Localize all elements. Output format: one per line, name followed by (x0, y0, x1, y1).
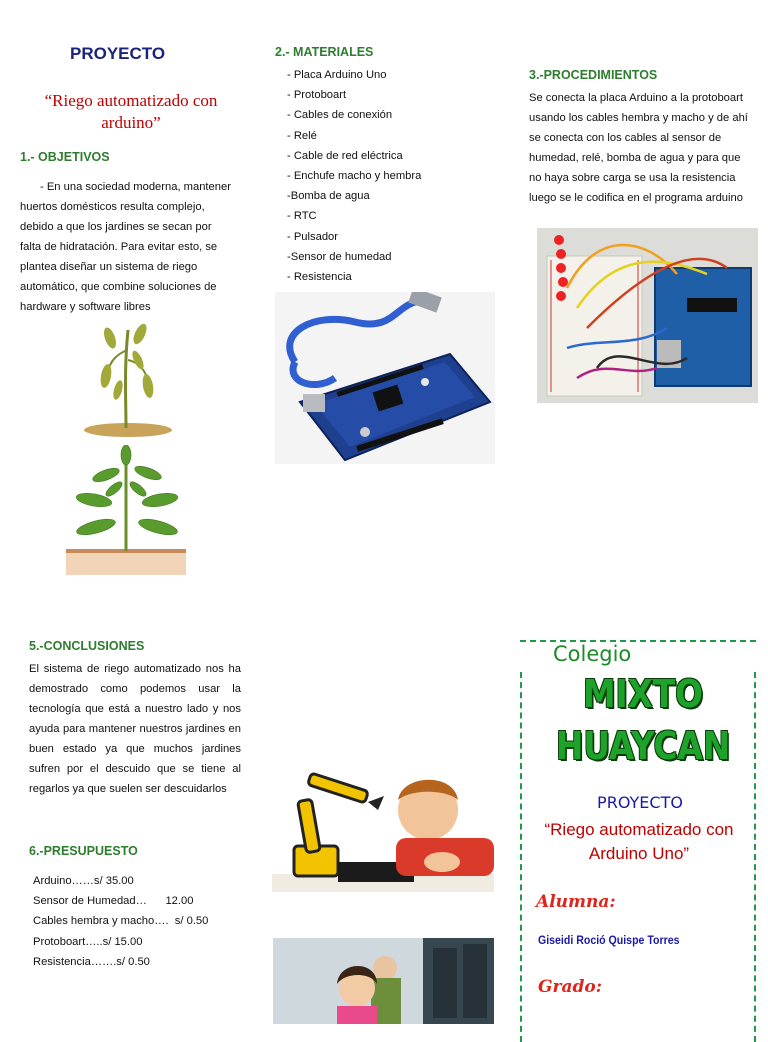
colegio-label: Colegio (553, 642, 632, 666)
materiales-list (287, 65, 487, 287)
list-item: - Placa Arduino Uno (287, 69, 387, 81)
objetivos-text: - En una sociedad moderna, mantener huertos domésticos resulta complejo, debido a que los jardines se secan por falta de hidratación. Para evitar esto, se plantea diseñar un sistema de riego automático, que combine soluciones de hardware y software libres (20, 181, 231, 313)
list-item: - Resistencia (287, 271, 352, 284)
cover-project-title: “Riego automatizado con Arduino Uno” (544, 820, 734, 863)
panel-1-title: PROYECTO (70, 44, 166, 63)
list-item: -Sensor de humedad (287, 250, 392, 263)
list-item: - Pulsador (287, 230, 338, 243)
list-item: Sensor de Humedad… 12.00 (33, 895, 194, 908)
panel-1-subtitle: “Riego automatizado con arduino” (44, 91, 218, 132)
list-item: - Cable de red eléctrica (287, 149, 403, 162)
list-item: Protoboart…..s/ 15.00 (33, 935, 143, 948)
procedimientos-heading: 3.-PROCEDIMIENTOS (529, 68, 658, 82)
list-item: Cables hembra y macho…. s/ 0.50 (33, 915, 209, 928)
robot-arm-photo (272, 766, 494, 892)
cover-proyecto-label: PROYECTO (597, 793, 683, 812)
arduino-board-image (275, 292, 495, 464)
school-name-line-2: HUAYCAN (556, 724, 731, 768)
list-item: Resistencia…….s/ 0.50 (33, 955, 150, 968)
list-item: Arduino……s/ 35.00 (33, 875, 134, 887)
objetivos-heading: 1.- OBJETIVOS (20, 150, 110, 164)
list-item: - RTC (287, 210, 317, 223)
list-item: - Enchufe macho y hembra (287, 170, 422, 183)
school-name-line-1: MIXTO (583, 672, 703, 716)
alumna-name: Giseidi Roció Quispe Torres (538, 935, 680, 947)
presupuesto-heading: 6.-PRESUPUESTO (29, 844, 138, 858)
healthy-plant-image (66, 445, 186, 575)
grado-label: Grado: (538, 977, 602, 997)
children-computers-photo (273, 938, 494, 1024)
materiales-heading: 2.- MATERIALES (275, 45, 374, 59)
conclusiones-heading: 5.-CONCLUSIONES (29, 639, 145, 653)
breadboard-photo (537, 228, 758, 403)
list-item: - Protoboart (287, 89, 347, 102)
presupuesto-list (33, 871, 253, 972)
list-item: - Relé (287, 129, 317, 142)
wilted-plant-image (80, 320, 180, 440)
alumna-label: Alumna: (536, 892, 616, 912)
list-item: -Bomba de agua (287, 190, 370, 203)
list-item: - Cables de conexión (287, 109, 393, 122)
procedimientos-text: Se conecta la placa Arduino a la protoboart usando los cables hembra y macho y de ahí se conecta con los cables al sensor de humedad, relé, bomba de agua y para que no haya sobre carga se usa la resistencia luego se le codifica en el programa arduino (529, 92, 748, 204)
conclusiones-text: El sistema de riego automatizado nos ha demostrado como podemos usar la tecnología que está a nuestro lado y nos ayuda para mantener nuestros jardines en buen estado ya que muchos jardines sufren por el descuido que se tiene al regarlos ya que suelen ser descuidarlos (29, 663, 241, 795)
